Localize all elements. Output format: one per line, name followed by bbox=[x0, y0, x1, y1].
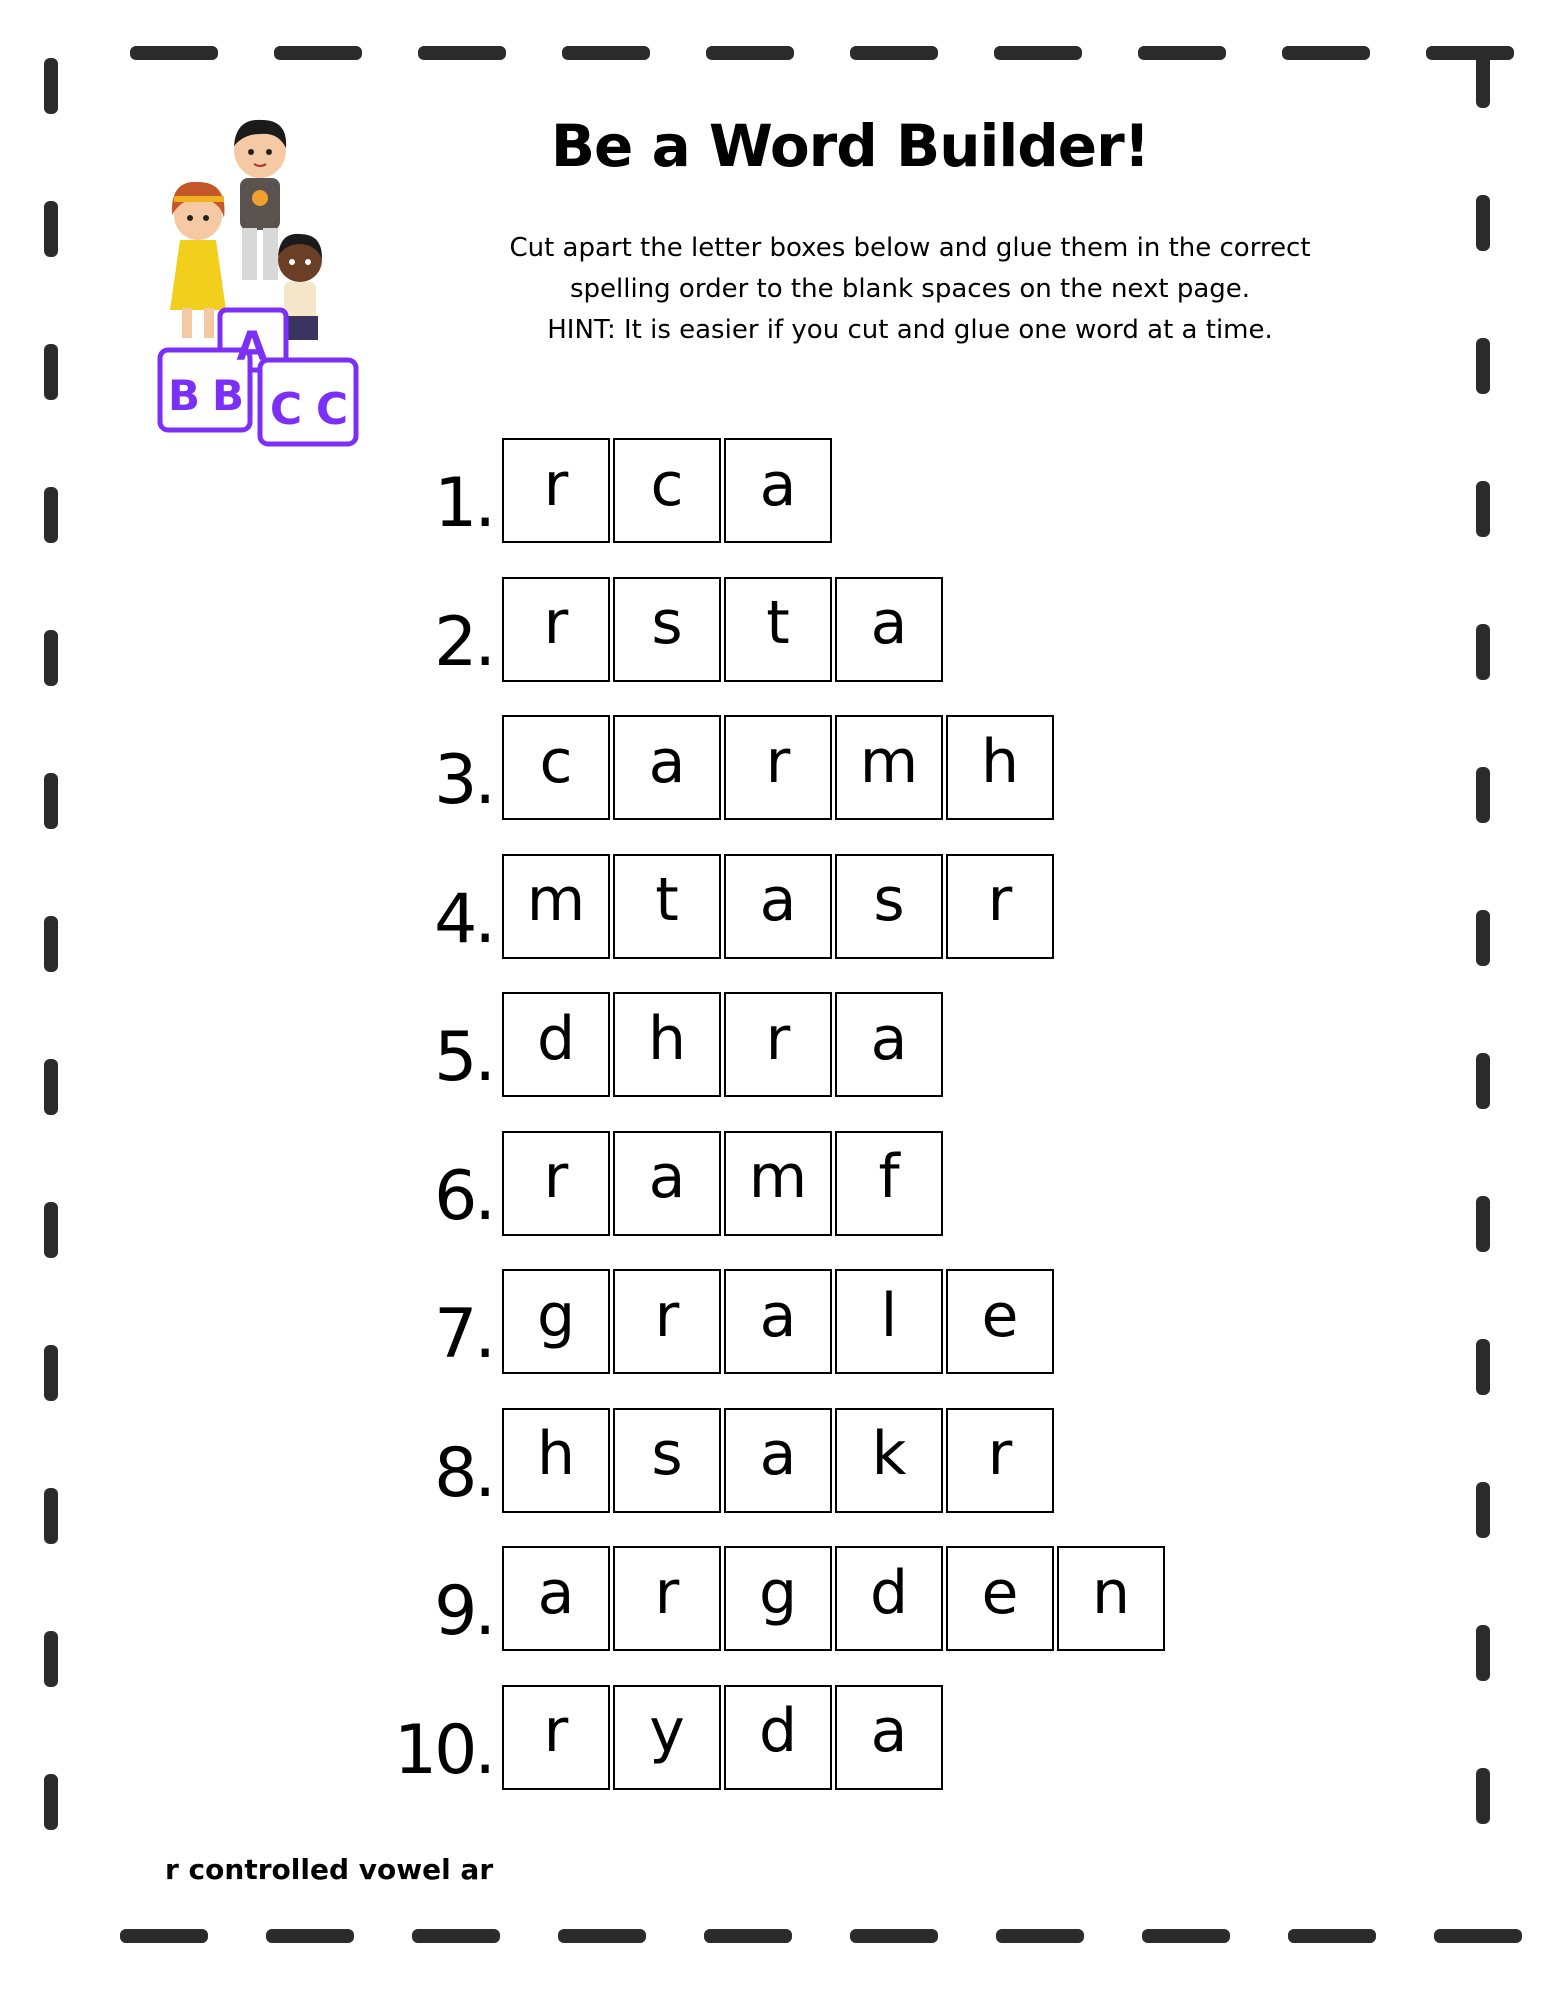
letter-boxes bbox=[502, 577, 946, 682]
border-dash bbox=[130, 46, 218, 60]
letter-box: t bbox=[613, 854, 721, 959]
word-row bbox=[0, 854, 1545, 962]
border-dash bbox=[274, 46, 362, 60]
instruction-line: spelling order to the blank spaces on the next page. bbox=[569, 274, 1251, 304]
letter-box: h bbox=[613, 992, 721, 1097]
border-dash bbox=[1476, 52, 1490, 108]
letter-box: h bbox=[946, 715, 1054, 820]
letter-box: r bbox=[724, 992, 832, 1097]
letter-box: m bbox=[724, 1131, 832, 1236]
letter-box: r bbox=[502, 1131, 610, 1236]
letter-box: d bbox=[724, 1685, 832, 1790]
letter-box: c bbox=[613, 438, 721, 543]
letter-box: e bbox=[946, 1269, 1054, 1374]
letter-box: k bbox=[835, 1408, 943, 1513]
block-letter-a: A bbox=[236, 324, 268, 370]
word-row bbox=[0, 715, 1545, 823]
letter-boxes bbox=[502, 438, 835, 543]
word-row bbox=[0, 1269, 1545, 1377]
instructions bbox=[470, 228, 1350, 351]
word-row bbox=[0, 1408, 1545, 1516]
border-dash bbox=[412, 1929, 500, 1943]
letter-box: l bbox=[835, 1269, 943, 1374]
word-number: 8. bbox=[434, 1433, 493, 1513]
letter-boxes bbox=[502, 1685, 946, 1790]
border-dash bbox=[994, 46, 1082, 60]
letter-box: d bbox=[835, 1546, 943, 1651]
letter-box: c bbox=[502, 715, 610, 820]
girl-yellow-figure bbox=[170, 182, 226, 338]
letter-boxes bbox=[502, 992, 946, 1097]
word-number: 2. bbox=[434, 602, 493, 682]
letter-box: r bbox=[946, 854, 1054, 959]
letter-box: r bbox=[613, 1269, 721, 1374]
letter-box: a bbox=[613, 715, 721, 820]
letter-box: n bbox=[1057, 1546, 1165, 1651]
border-dash bbox=[850, 1929, 938, 1943]
border-dash bbox=[44, 58, 58, 114]
border-dash bbox=[266, 1929, 354, 1943]
letter-boxes bbox=[502, 854, 1057, 959]
letter-box: y bbox=[613, 1685, 721, 1790]
letter-boxes bbox=[502, 715, 1057, 820]
instruction-line: Cut apart the letter boxes below and glue them in the correct bbox=[509, 233, 1311, 263]
block-letter-b: B bbox=[211, 371, 245, 420]
word-row bbox=[0, 1131, 1545, 1239]
word-number: 10. bbox=[393, 1710, 493, 1790]
children-on-abc-blocks-clipart bbox=[150, 110, 370, 450]
word-row bbox=[0, 992, 1545, 1100]
word-number: 1. bbox=[434, 464, 493, 543]
border-dash bbox=[1476, 195, 1490, 251]
letter-box: a bbox=[724, 438, 832, 543]
page-title: Be a Word Builder! bbox=[550, 112, 1150, 180]
letter-box: g bbox=[502, 1269, 610, 1374]
letter-box: a bbox=[835, 577, 943, 682]
word-number: 5. bbox=[434, 1018, 493, 1097]
border-dash bbox=[418, 46, 506, 60]
border-dash bbox=[1426, 46, 1514, 60]
letter-box: h bbox=[502, 1408, 610, 1513]
border-dash bbox=[44, 201, 58, 257]
letter-box: s bbox=[613, 1408, 721, 1513]
block-letter-c: C bbox=[315, 384, 349, 435]
letter-box: s bbox=[835, 854, 943, 959]
letter-box: r bbox=[724, 715, 832, 820]
word-number: 4. bbox=[434, 879, 493, 959]
block-letter-b: B bbox=[167, 371, 201, 420]
letter-box: a bbox=[724, 1269, 832, 1374]
letter-box: e bbox=[946, 1546, 1054, 1651]
border-dash bbox=[996, 1929, 1084, 1943]
word-number: 3. bbox=[434, 741, 493, 820]
letter-boxes bbox=[502, 1546, 1168, 1651]
word-row bbox=[0, 438, 1545, 546]
letter-box: a bbox=[835, 992, 943, 1097]
letter-box: r bbox=[502, 577, 610, 682]
border-dash bbox=[706, 46, 794, 60]
letter-box: r bbox=[502, 1685, 610, 1790]
border-dash bbox=[1476, 338, 1490, 394]
letter-box: g bbox=[724, 1546, 832, 1651]
word-row bbox=[0, 577, 1545, 685]
letter-box: a bbox=[724, 854, 832, 959]
letter-box: t bbox=[724, 577, 832, 682]
footer-note: r controlled vowel ar bbox=[165, 1853, 494, 1886]
letter-box: r bbox=[946, 1408, 1054, 1513]
word-row bbox=[0, 1546, 1545, 1654]
border-dash bbox=[562, 46, 650, 60]
border-dash bbox=[704, 1929, 792, 1943]
letter-box: a bbox=[502, 1546, 610, 1651]
letter-box: r bbox=[502, 438, 610, 543]
word-row bbox=[0, 1685, 1545, 1793]
letter-box: d bbox=[502, 992, 610, 1097]
border-dash bbox=[558, 1929, 646, 1943]
word-number: 9. bbox=[434, 1572, 493, 1651]
letter-box: r bbox=[613, 1546, 721, 1651]
letter-box: a bbox=[835, 1685, 943, 1790]
word-number: 6. bbox=[434, 1156, 493, 1236]
letter-box: m bbox=[502, 854, 610, 959]
border-dash bbox=[1142, 1929, 1230, 1943]
letter-boxes bbox=[502, 1269, 1057, 1374]
letter-boxes bbox=[502, 1131, 946, 1236]
letter-box: a bbox=[613, 1131, 721, 1236]
letter-box: s bbox=[613, 577, 721, 682]
letter-box: f bbox=[835, 1131, 943, 1236]
block-letter-c: C bbox=[269, 384, 303, 435]
border-dash bbox=[850, 46, 938, 60]
border-dash bbox=[1288, 1929, 1376, 1943]
boy-figure bbox=[234, 120, 286, 280]
letter-box: a bbox=[724, 1408, 832, 1513]
instruction-line: HINT: It is easier if you cut and glue one word at a time. bbox=[547, 315, 1273, 345]
letter-boxes bbox=[502, 1408, 1057, 1513]
word-number: 7. bbox=[434, 1295, 493, 1374]
border-dash bbox=[1282, 46, 1370, 60]
letter-box: m bbox=[835, 715, 943, 820]
border-dash bbox=[1434, 1929, 1522, 1943]
border-dash bbox=[120, 1929, 208, 1943]
border-dash bbox=[44, 344, 58, 400]
border-dash bbox=[1138, 46, 1226, 60]
